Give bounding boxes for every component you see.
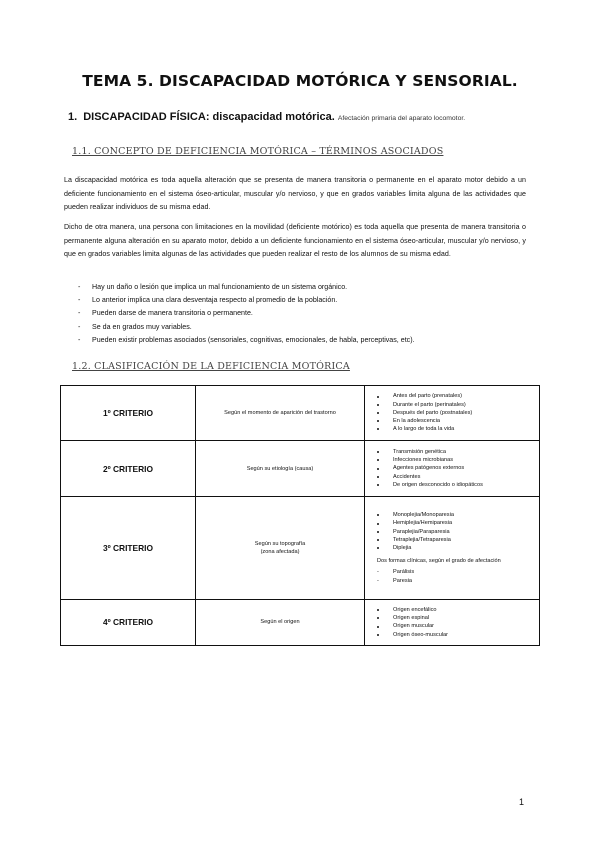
page-number: 1 [519,797,525,807]
list-item: Origen espinal [375,614,539,622]
options-list [365,392,539,433]
list-item: Monoplejia/Monoparesia [375,511,539,519]
list-item: Agentes patógenos externos [375,464,539,472]
list-item: - Paresia [375,577,539,585]
list-item: - Pueden darse de manera transitoria o permanente. [78,307,538,320]
table-row [61,386,540,441]
options-cell [365,497,540,600]
list-item: Origen muscular [375,622,539,630]
list-item: De origen desconocido o idiopáticos [375,481,539,489]
criterion-cell: 3º CRITERIO [61,497,196,600]
paragraph-definition: La discapacidad motórica es toda aquella alteración que se presenta de manera transitoria o permanente en el aparato motor debido a un deficiente funcionamiento en el sistema óseo-articular, muscular y/o nervioso, y que en grados variables limita alguna de las actividades que pueden realizar individuos de su misma edad. [64,176,526,212]
list-item: - Lo anterior implica una clara desventaja respecto al promedio de la población. [78,294,538,307]
list-item: - Parálisis [375,568,539,576]
basis-cell: Según su etiología (causa) [196,441,365,497]
basis-line: (zona afectada) [260,549,300,555]
options-list [365,606,539,639]
clinical-forms-list [365,568,539,584]
list-item: Accidentes [375,473,539,481]
list-item: - Pueden existir problemas asociados (sensoriales, cognitivas, emocionales, de habla, perceptivas, etc). [78,334,538,347]
list-item: Origen óseo-muscular [375,631,539,639]
document-title: TEMA 5. DISCAPACIDAD MOTÓRICA Y SENSORIAL. [82,72,518,90]
classification-table [60,385,540,646]
table-row [61,600,540,646]
options-cell [365,441,540,497]
section-number: 1. [68,111,78,123]
list-item: Origen encefálico [375,606,539,614]
basis-cell [196,497,365,600]
basis-line: Según su topografía [254,541,306,547]
list-item: Hemiplejia/Hemiparesia [375,519,539,527]
subsection-1-1-heading: 1.1. CONCEPTO DE DEFICIENCIA MOTÓRICA – TÉRMINOS ASOCIADOS [72,146,444,157]
list-item: - Hay un daño o lesión que implica un mal funcionamiento de un sistema orgánico. [78,281,538,294]
subsection-1-2-heading: 1.2. CLASIFICACIÓN DE LA DEFICIENCIA MOTÓRICA [72,361,350,372]
table-row [61,497,540,600]
list-item: Tetraplejia/Tetraparesia [375,536,539,544]
list-item: - Se da en grados muy variables. [78,321,538,334]
clinical-forms-note: Dos formas clínicas, según el grado de afectación [377,558,501,565]
list-item: Transmisión genética [375,448,539,456]
basis-cell: Según el origen [196,600,365,646]
criterion-cell: 2º CRITERIO [61,441,196,497]
paragraph-restatement: Dicho de otra manera, una persona con limitaciones en la movilidad (deficiente motórico) es toda aquella que presenta de manera transitoria o permanente alguna alteración en su aparato motor, debido a un deficiente funcionamiento en el sistema óseo-articular, muscular y/o nervioso, y que en grados variables limita algunas de las actividades que pueden realizar el resto de los alumnos de su misma edad. [64,223,526,259]
table-row [61,441,540,497]
list-item: Después del parto (postnatales) [375,409,539,417]
list-item: Infecciones microbianas [375,456,539,464]
list-item: Durante el parto (perinatales) [375,401,539,409]
section-1-heading [68,111,568,123]
list-item: Paraplejia/Paraparesia [375,528,539,536]
options-cell [365,600,540,646]
options-list [365,448,539,489]
options-cell [365,386,540,441]
options-list [365,511,539,552]
list-item: Diplejia [375,544,539,552]
section-subtitle: Afectación primaria del aparato locomotor. [337,115,466,122]
list-item: A lo largo de toda la vida [375,425,539,433]
criterion-cell: 1º CRITERIO [61,386,196,441]
list-item: Antes del parto (prenatales) [375,392,539,400]
basis-cell: Según el momento de aparición del trastorno [196,386,365,441]
associated-terms-list [78,281,538,347]
criterion-cell: 4º CRITERIO [61,600,196,646]
list-item: En la adolescencia [375,417,539,425]
section-heading: DISCAPACIDAD FÍSICA: discapacidad motórica. [83,111,335,123]
